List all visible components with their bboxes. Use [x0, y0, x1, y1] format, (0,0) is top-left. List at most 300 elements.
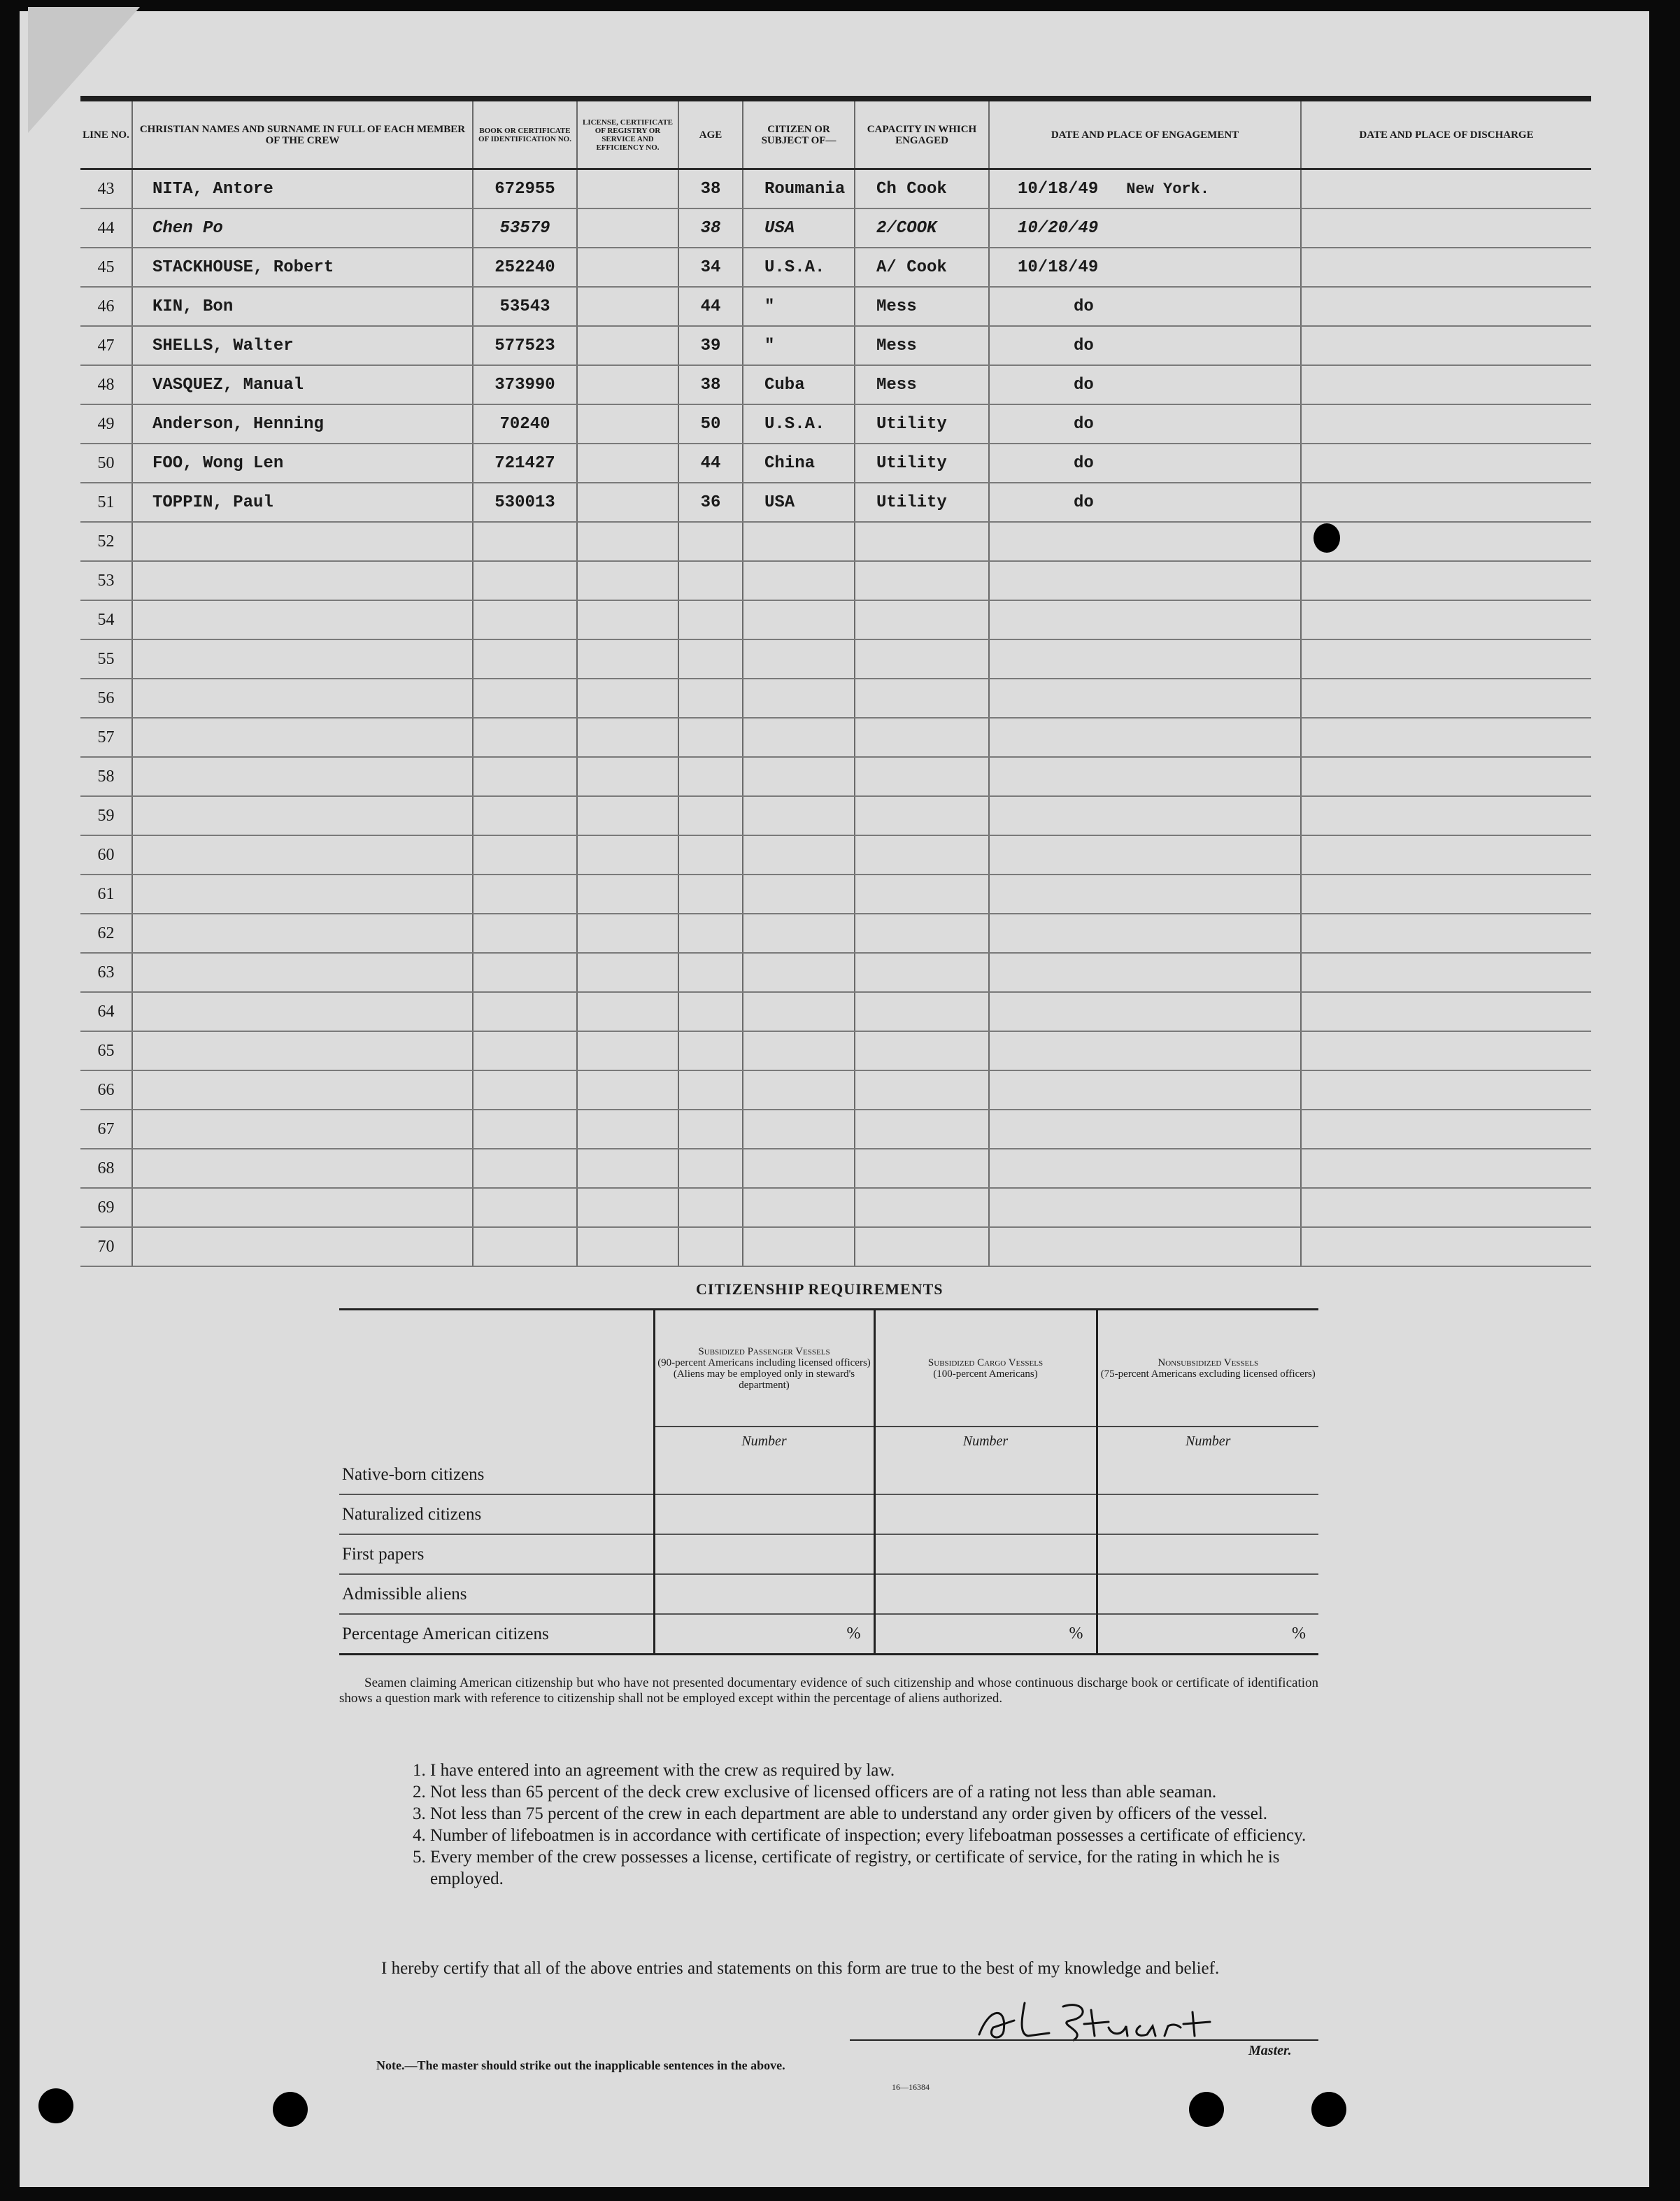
crew-name [132, 718, 473, 757]
crew-engagement [989, 483, 1301, 522]
crew-blank-cell [577, 444, 678, 483]
crew-blank-cell [577, 600, 678, 639]
cell-value [654, 1534, 874, 1574]
punch-hole [38, 2088, 73, 2123]
row-label-percentage: Percentage American citizens [339, 1614, 654, 1655]
engagement-place [1018, 1082, 1046, 1099]
engagement-date: 10/18/49 [1018, 179, 1099, 199]
crew-capacity: Mess [855, 326, 989, 365]
crew-age [678, 600, 743, 639]
crew-age [678, 914, 743, 953]
crew-blank-cell [1301, 835, 1591, 875]
crew-engagement [989, 444, 1301, 483]
crew-age [678, 1227, 743, 1266]
crew-name [132, 522, 473, 561]
header-book: BOOK OR CERTIFICATE OF IDENTIFICATION NO. [473, 101, 577, 169]
form-number: 16—16384 [892, 2082, 930, 2092]
crew-citizen: Cuba [743, 365, 855, 404]
crew-name: SHELLS, Walter [132, 326, 473, 365]
citizenship-title: CITIZENSHIP REQUIREMENTS [696, 1280, 944, 1298]
crew-line: 60 [80, 835, 132, 875]
crew-citizen [743, 639, 855, 679]
crew-blank-cell [577, 561, 678, 600]
engagement-date [990, 1120, 1018, 1139]
crew-capacity [855, 992, 989, 1031]
crew-row [80, 757, 1591, 796]
crew-line: 63 [80, 953, 132, 992]
crew-capacity [855, 1149, 989, 1188]
statement-item: 4. Number of lifeboatmen is in accordance with certificate of inspection; every lifeboatman possesses a certificate of efficiency. [430, 1825, 1346, 1846]
punch-hole [1311, 2092, 1346, 2127]
crew-book: 577523 [473, 326, 577, 365]
crew-row [80, 953, 1591, 992]
col3-heading: Nonsubsidized Vessels [1158, 1357, 1259, 1368]
crew-name [132, 561, 473, 600]
row-label-naturalized: Naturalized citizens [339, 1494, 654, 1534]
engagement-date [990, 689, 1018, 708]
engagement-place [1018, 964, 1046, 982]
crew-line: 67 [80, 1110, 132, 1149]
crew-capacity [855, 679, 989, 718]
citizenship-row [339, 1574, 1318, 1614]
crew-blank-cell [577, 248, 678, 287]
crew-capacity [855, 796, 989, 835]
engagement-place [1094, 494, 1122, 511]
crew-blank-cell [1301, 1188, 1591, 1227]
crew-blank-cell [1301, 444, 1591, 483]
engagement-date [990, 807, 1018, 826]
cell-value [874, 1494, 1097, 1534]
footer-note: Note.—The master should strike out the inapplicable sentences in the above. [376, 2058, 785, 2072]
crew-capacity [855, 914, 989, 953]
engagement-place [1018, 886, 1046, 903]
engagement-place [1018, 690, 1046, 707]
crew-name: VASQUEZ, Manual [132, 365, 473, 404]
crew-age: 38 [678, 208, 743, 248]
crew-row [80, 444, 1591, 483]
crew-age [678, 953, 743, 992]
crew-book: 672955 [473, 169, 577, 209]
crew-book [473, 796, 577, 835]
crew-engagement [989, 522, 1301, 561]
crew-table-header [80, 101, 1591, 169]
crew-blank-cell [577, 169, 678, 209]
crew-book [473, 757, 577, 796]
crew-blank-cell [1301, 679, 1591, 718]
number-label-3: Number [1097, 1427, 1318, 1455]
crew-line: 70 [80, 1227, 132, 1266]
crew-book: 53579 [473, 208, 577, 248]
crew-age: 44 [678, 444, 743, 483]
crew-age [678, 679, 743, 718]
row-label-native: Native-born citizens [339, 1455, 654, 1494]
crew-blank-cell [577, 679, 678, 718]
crew-name [132, 914, 473, 953]
engagement-place [1094, 455, 1122, 472]
citizenship-row [339, 1534, 1318, 1574]
crew-line: 51 [80, 483, 132, 522]
crew-name: STACKHOUSE, Robert [132, 248, 473, 287]
crew-citizen: China [743, 444, 855, 483]
engagement-date [990, 1042, 1018, 1061]
crew-capacity [855, 561, 989, 600]
crew-engagement [989, 718, 1301, 757]
crew-row [80, 914, 1591, 953]
crew-citizen [743, 1149, 855, 1188]
crew-name [132, 679, 473, 718]
crew-engagement [989, 326, 1301, 365]
engagement-date [990, 1081, 1018, 1100]
crew-engagement [989, 561, 1301, 600]
crew-engagement [989, 404, 1301, 444]
crew-book [473, 953, 577, 992]
crew-capacity [855, 1070, 989, 1110]
header-citizen: CITIZEN OR SUBJECT OF— [743, 101, 855, 169]
crew-age [678, 1031, 743, 1070]
crew-blank-cell [1301, 796, 1591, 835]
crew-table-body [80, 169, 1591, 1267]
header-capacity: CAPACITY IN WHICH ENGAGED [855, 101, 989, 169]
crew-engagement [989, 365, 1301, 404]
header-discharge: DATE AND PLACE OF DISCHARGE [1301, 101, 1591, 169]
crew-name: KIN, Bon [132, 287, 473, 326]
crew-citizen: " [743, 287, 855, 326]
header-line-no: LINE NO. [80, 101, 132, 169]
crew-blank-cell [577, 1188, 678, 1227]
crew-citizen: USA [743, 483, 855, 522]
crew-row [80, 875, 1591, 914]
engagement-date [990, 532, 1018, 551]
crew-book [473, 639, 577, 679]
crew-engagement [989, 992, 1301, 1031]
crew-blank-cell [577, 639, 678, 679]
percent-cell-2: % [874, 1614, 1097, 1655]
citizenship-notice: Seamen claiming American citizenship but who have not presented documentary evidence of such citizenship and whose continuous discharge book or certificate of identification shows a question mark with reference to citizenship shall not be employed except within the percentage of aliens authorized. [339, 1676, 1318, 1706]
crew-blank-cell [1301, 483, 1591, 522]
engagement-date [990, 1238, 1018, 1257]
crew-engagement [989, 679, 1301, 718]
col2-sub: (100-percent Americans) [933, 1368, 1038, 1380]
crew-capacity [855, 1227, 989, 1266]
crew-line: 62 [80, 914, 132, 953]
engagement-place [1018, 925, 1046, 942]
crew-capacity: Mess [855, 365, 989, 404]
engagement-place [1094, 376, 1122, 394]
crew-name [132, 1110, 473, 1149]
statement-item: 1. I have entered into an agreement with the crew as required by law. [430, 1760, 1346, 1781]
cell-value [654, 1494, 874, 1534]
crew-row [80, 600, 1591, 639]
ink-blot [1314, 523, 1340, 553]
crew-name: NITA, Antore [132, 169, 473, 209]
crew-book: 70240 [473, 404, 577, 444]
crew-engagement [989, 1188, 1301, 1227]
crew-line: 55 [80, 639, 132, 679]
engagement-date [990, 611, 1018, 630]
crew-row [80, 248, 1591, 287]
engagement-place [1018, 729, 1046, 746]
crew-blank-cell [577, 365, 678, 404]
crew-blank-cell [577, 1149, 678, 1188]
header-engagement: DATE AND PLACE OF ENGAGEMENT [989, 101, 1301, 169]
engagement-date: do [1074, 297, 1094, 316]
certification-text: I hereby certify that all of the above entries and statements on this form are true to the best of my knowledge and belief. [381, 1959, 1220, 1978]
crew-age [678, 522, 743, 561]
citizenship-blank-header [339, 1310, 654, 1427]
crew-citizen [743, 1188, 855, 1227]
master-statements [402, 1760, 1346, 1890]
crew-name: TOPPIN, Paul [132, 483, 473, 522]
crew-row [80, 796, 1591, 835]
crew-list-table [80, 101, 1591, 1267]
crew-citizen [743, 1110, 855, 1149]
crew-citizen [743, 875, 855, 914]
crew-book [473, 1070, 577, 1110]
crew-blank-cell [1301, 914, 1591, 953]
cell-value [1097, 1534, 1318, 1574]
engagement-date: do [1074, 414, 1094, 434]
cell-value [1097, 1455, 1318, 1494]
crew-citizen [743, 1031, 855, 1070]
crew-blank-cell [577, 796, 678, 835]
engagement-place [1098, 220, 1126, 237]
crew-blank-cell [1301, 1110, 1591, 1149]
crew-engagement [989, 796, 1301, 835]
crew-blank-cell [1301, 1227, 1591, 1266]
crew-book [473, 718, 577, 757]
table-top-rule [80, 96, 1591, 101]
engagement-date [990, 1198, 1018, 1217]
crew-line: 61 [80, 875, 132, 914]
crew-line: 57 [80, 718, 132, 757]
col1-sub: (90-percent Americans including licensed officers) (Aliens may be employed only in steward's department) [657, 1357, 871, 1391]
crew-engagement [989, 953, 1301, 992]
crew-age: 38 [678, 365, 743, 404]
crew-capacity [855, 600, 989, 639]
crew-capacity: Utility [855, 404, 989, 444]
crew-line: 48 [80, 365, 132, 404]
crew-line: 68 [80, 1149, 132, 1188]
crew-book: 53543 [473, 287, 577, 326]
crew-citizen: " [743, 326, 855, 365]
cell-value [1097, 1574, 1318, 1614]
signature-title: Master. [1248, 2043, 1292, 2058]
crew-blank-cell [1301, 992, 1591, 1031]
crew-age [678, 718, 743, 757]
crew-engagement [989, 248, 1301, 287]
crew-age [678, 1188, 743, 1227]
engagement-place [1018, 1042, 1046, 1060]
crew-blank-cell [1301, 875, 1591, 914]
crew-row [80, 1031, 1591, 1070]
crew-name [132, 953, 473, 992]
engagement-date [990, 767, 1018, 786]
header-nonsubsidized [1097, 1310, 1318, 1427]
row-label-aliens: Admissible aliens [339, 1574, 654, 1614]
crew-line: 47 [80, 326, 132, 365]
crew-age [678, 1149, 743, 1188]
crew-book [473, 561, 577, 600]
crew-blank-cell [1301, 287, 1591, 326]
crew-row [80, 365, 1591, 404]
crew-row [80, 639, 1591, 679]
engagement-date [990, 650, 1018, 669]
crew-capacity: A/ Cook [855, 248, 989, 287]
crew-capacity: 2/COOK [855, 208, 989, 248]
crew-blank-cell [1301, 953, 1591, 992]
crew-name [132, 835, 473, 875]
crew-book [473, 679, 577, 718]
engagement-place [1094, 416, 1122, 433]
crew-blank-cell [577, 1031, 678, 1070]
crew-blank-cell [577, 718, 678, 757]
crew-book [473, 875, 577, 914]
crew-blank-cell [577, 404, 678, 444]
crew-engagement [989, 757, 1301, 796]
cell-value [874, 1455, 1097, 1494]
col2-heading: Subsidized Cargo Vessels [927, 1357, 1044, 1368]
header-license: LICENSE, CERTIFICATE OF REGISTRY OR SERVICE AND EFFICIENCY NO. [577, 101, 678, 169]
engagement-place [1018, 533, 1046, 551]
crew-age [678, 835, 743, 875]
number-blank [339, 1427, 654, 1455]
crew-age: 44 [678, 287, 743, 326]
engagement-place [1018, 768, 1046, 786]
engagement-date [990, 963, 1018, 982]
crew-citizen [743, 1070, 855, 1110]
engagement-date [990, 1159, 1018, 1178]
cell-value [654, 1455, 874, 1494]
crew-line: 65 [80, 1031, 132, 1070]
crew-blank-cell [1301, 365, 1591, 404]
crew-capacity [855, 718, 989, 757]
crew-blank-cell [577, 522, 678, 561]
row-label-first-papers: First papers [339, 1534, 654, 1574]
crew-capacity [855, 639, 989, 679]
crew-line: 66 [80, 1070, 132, 1110]
crew-line: 49 [80, 404, 132, 444]
crew-line: 44 [80, 208, 132, 248]
crew-row [80, 561, 1591, 600]
crew-row [80, 1227, 1591, 1266]
cell-value [654, 1574, 874, 1614]
crew-blank-cell [577, 914, 678, 953]
punch-hole [1189, 2092, 1224, 2127]
crew-citizen [743, 914, 855, 953]
crew-citizen [743, 718, 855, 757]
crew-row [80, 208, 1591, 248]
crew-blank-cell [577, 757, 678, 796]
crew-citizen [743, 600, 855, 639]
crew-line: 56 [80, 679, 132, 718]
engagement-date [990, 728, 1018, 747]
crew-capacity: Mess [855, 287, 989, 326]
crew-capacity [855, 1188, 989, 1227]
crew-capacity [855, 875, 989, 914]
engagement-date: do [1074, 493, 1094, 512]
crew-row [80, 718, 1591, 757]
engagement-place [1094, 298, 1122, 316]
citizenship-row [339, 1494, 1318, 1534]
crew-row [80, 992, 1591, 1031]
crew-citizen: U.S.A. [743, 248, 855, 287]
crew-book: 252240 [473, 248, 577, 287]
crew-blank-cell [577, 875, 678, 914]
crew-book [473, 1149, 577, 1188]
crew-line: 45 [80, 248, 132, 287]
crew-blank-cell [1301, 561, 1591, 600]
crew-citizen: Roumania [743, 169, 855, 209]
engagement-place [1018, 1121, 1046, 1138]
crew-citizen [743, 953, 855, 992]
crew-blank-cell [1301, 757, 1591, 796]
crew-name [132, 600, 473, 639]
crew-blank-cell [577, 1070, 678, 1110]
crew-name [132, 796, 473, 835]
crew-book: 530013 [473, 483, 577, 522]
crew-book [473, 914, 577, 953]
crew-blank-cell [1301, 404, 1591, 444]
crew-line: 58 [80, 757, 132, 796]
crew-blank-cell [577, 208, 678, 248]
engagement-place [1018, 1003, 1046, 1021]
engagement-place [1018, 807, 1046, 825]
crew-capacity [855, 1110, 989, 1149]
percent-cell-3: % [1097, 1614, 1318, 1655]
crew-blank-cell [1301, 522, 1591, 561]
header-names: CHRISTIAN NAMES AND SURNAME IN FULL OF EACH MEMBER OF THE CREW [132, 101, 473, 169]
engagement-place [1094, 337, 1122, 355]
crew-row [80, 1070, 1591, 1110]
engagement-date [990, 885, 1018, 904]
engagement-place: New York. [1126, 180, 1210, 198]
percent-cell-1: % [654, 1614, 874, 1655]
crew-age: 38 [678, 169, 743, 209]
crew-line: 64 [80, 992, 132, 1031]
engagement-date: do [1074, 453, 1094, 473]
crew-blank-cell [1301, 1031, 1591, 1070]
crew-citizen [743, 835, 855, 875]
crew-age: 50 [678, 404, 743, 444]
crew-book [473, 1110, 577, 1149]
crew-age [678, 875, 743, 914]
crew-book [473, 1188, 577, 1227]
crew-row [80, 1188, 1591, 1227]
crew-name [132, 1070, 473, 1110]
crew-name [132, 639, 473, 679]
crew-line: 46 [80, 287, 132, 326]
crew-blank-cell [1301, 600, 1591, 639]
crew-capacity [855, 1031, 989, 1070]
crew-blank-cell [577, 1227, 678, 1266]
crew-capacity [855, 757, 989, 796]
crew-name [132, 757, 473, 796]
crew-row [80, 1110, 1591, 1149]
crew-book [473, 992, 577, 1031]
crew-age: 36 [678, 483, 743, 522]
engagement-date: do [1074, 375, 1094, 395]
engagement-place [1018, 611, 1046, 629]
citizenship-row [339, 1614, 1318, 1655]
engagement-place [1018, 572, 1046, 590]
crew-engagement [989, 1070, 1301, 1110]
engagement-place [1018, 1160, 1046, 1177]
engagement-place [1098, 259, 1126, 276]
crew-blank-cell [1301, 718, 1591, 757]
crew-line: 54 [80, 600, 132, 639]
crew-book [473, 835, 577, 875]
cell-value [874, 1574, 1097, 1614]
